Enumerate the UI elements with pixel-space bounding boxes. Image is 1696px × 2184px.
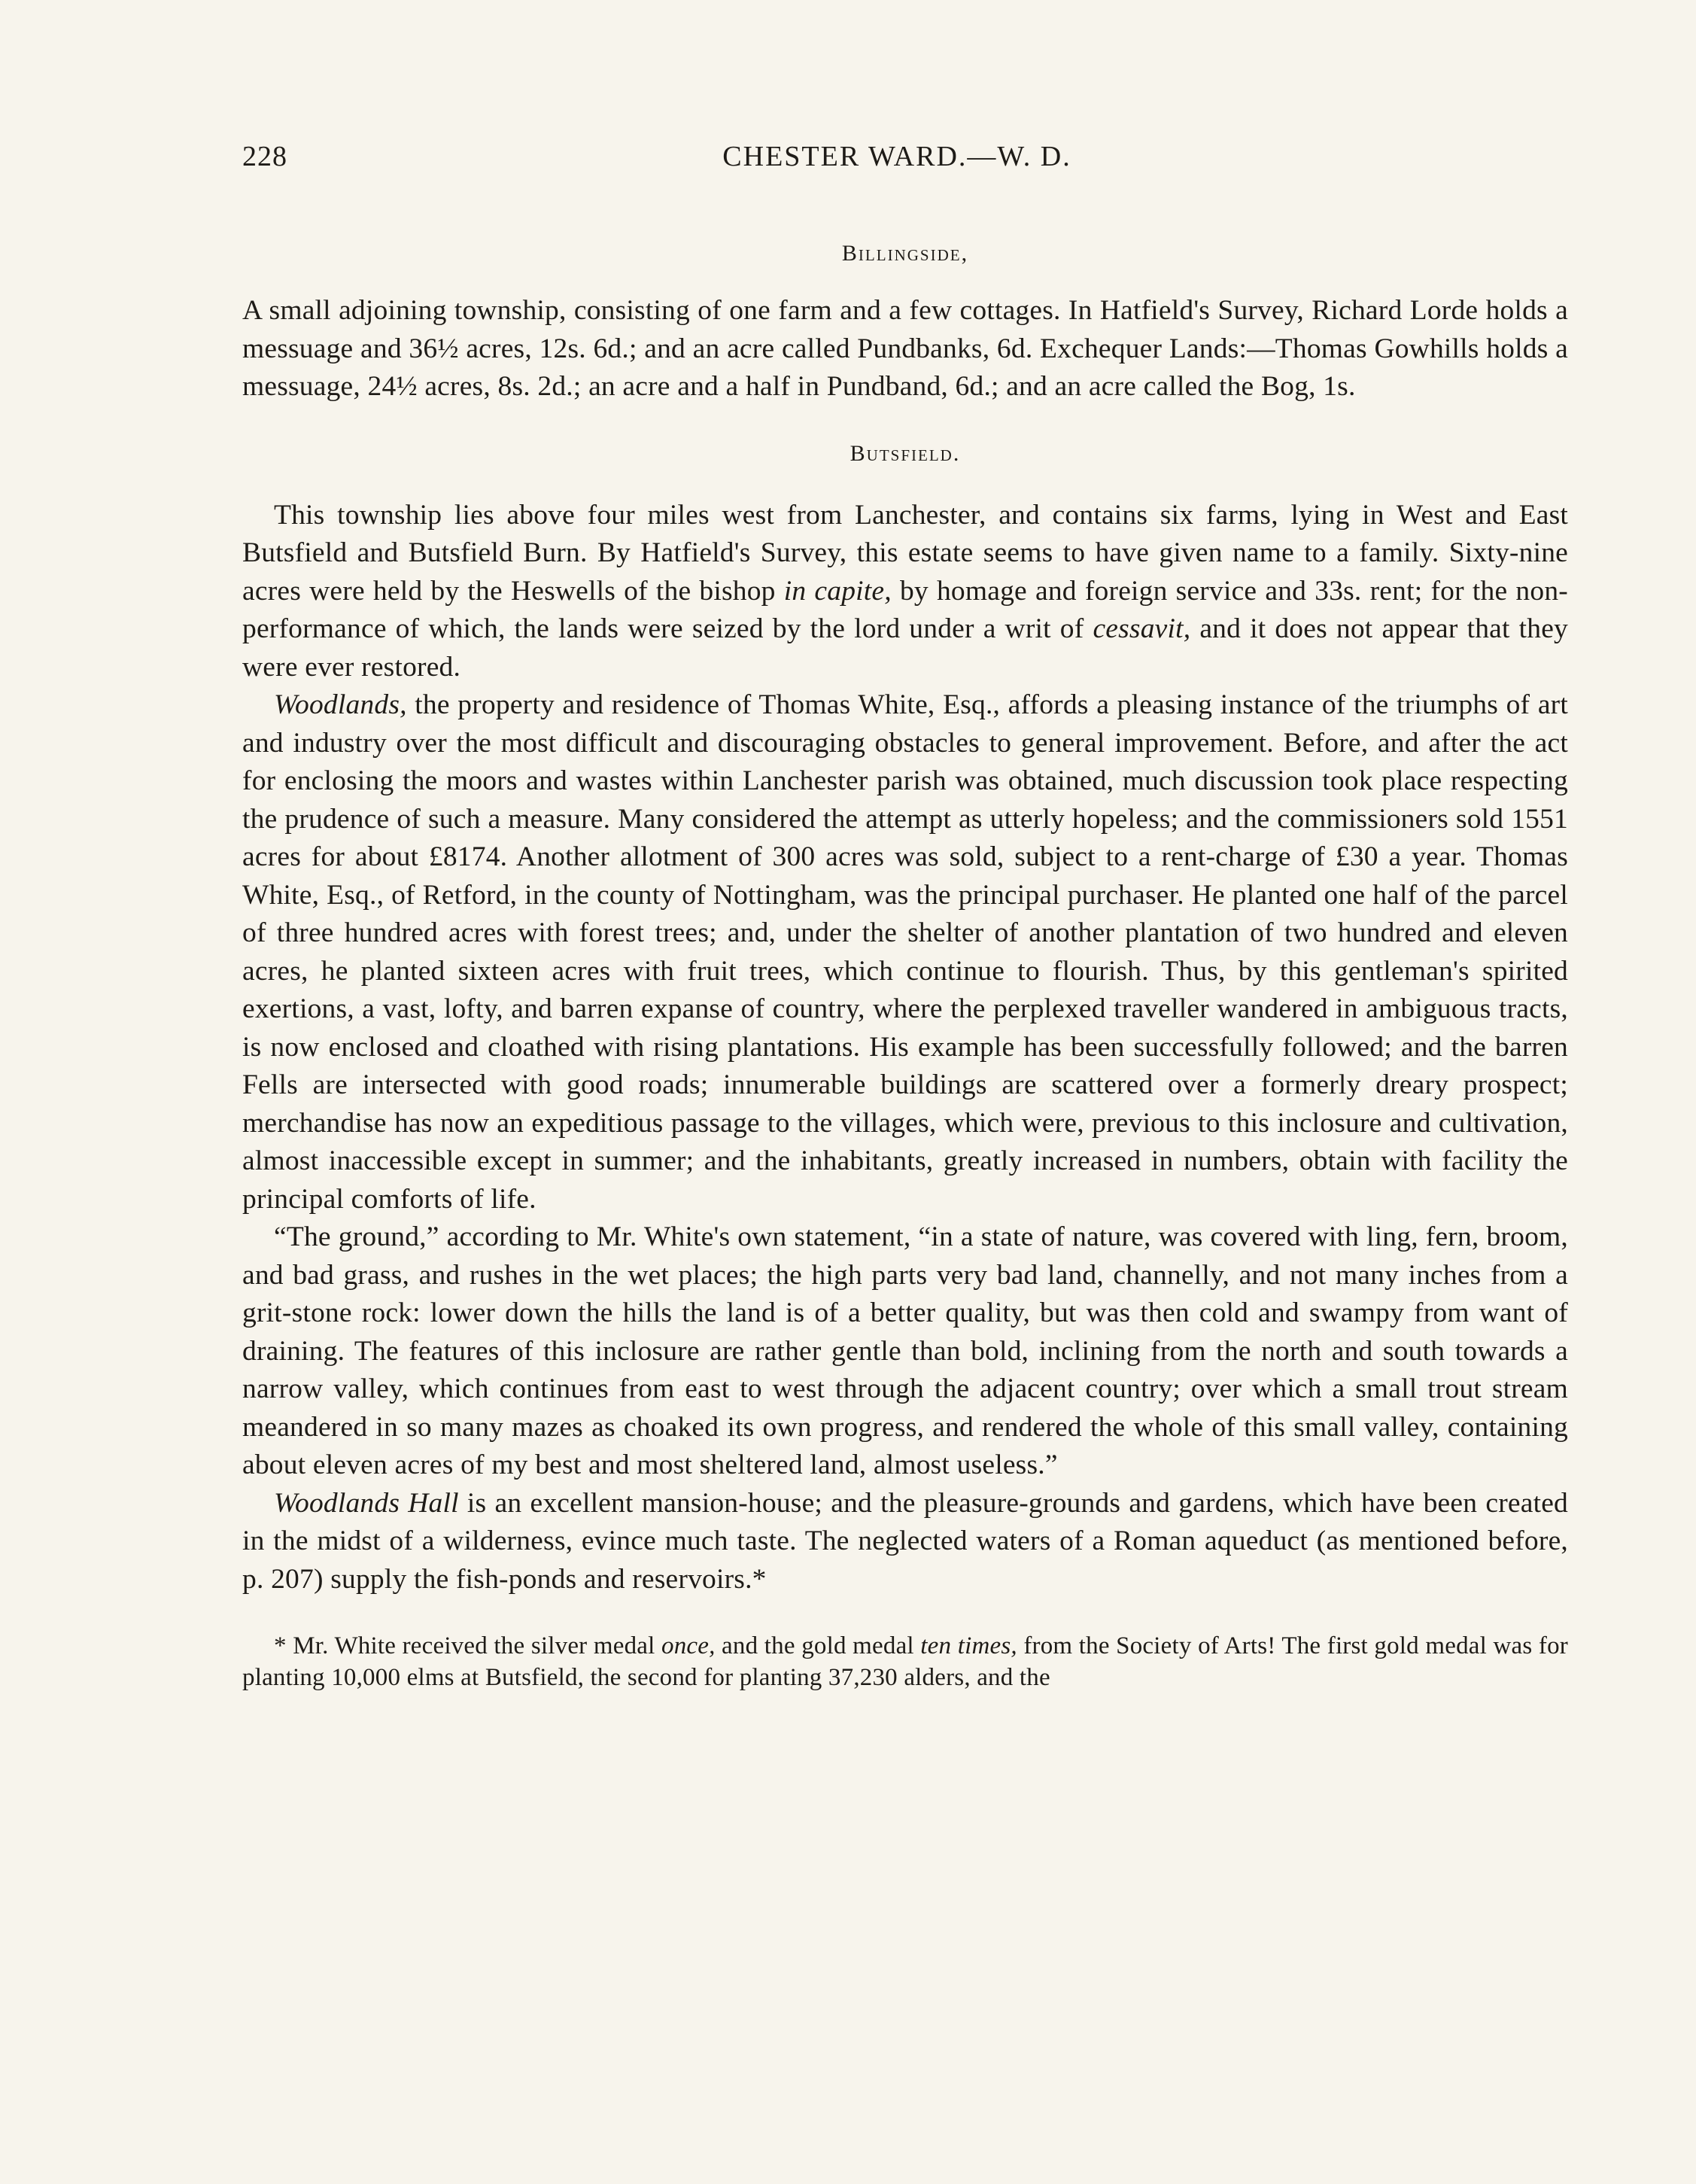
- paragraph-text: is an excellent mansion-house; and the pleasure-grounds and gardens, which have been created in the midst of a wilderness, evince much taste. The neglected waters of a Roman aqueduct (as mentioned before, p. 207) supply the fish-ponds and reservoirs.*: [242, 1487, 1568, 1595]
- paragraph-text: “The ground,” according to Mr. White's own statement, “in a state of nature, was covered with ling, fern, broom, and bad grass, and rushes in the wet places; the high parts very bad land, channelly, and not many inches from a grit-stone rock: lower down the hills the land is of a better quality, but was then cold and swampy from want of draining. The features of this inclosure are rather gentle than bold, inclining from the north and south towards a narrow valley, which continues from east to west through the adjacent country; over which a small trout stream meandered in so many mazes as choaked its own progress, and rendered the whole of this small valley, containing about eleven acres of my best and most sheltered land, almost useless.”: [242, 1221, 1568, 1480]
- page-body: [242, 241, 1568, 1693]
- page-number: 228: [242, 141, 287, 172]
- footnote-text: from the Society of Arts! The first gold medal was for planting 10,000 elms at Butsfield, the second for planting 37,230 alders, and the: [242, 1632, 1569, 1691]
- paragraph-text: This township lies above four miles west from Lanchester, and contains six farms, lying in West and East Butsfield and Butsfield Burn. By Hatfield's Survey, this estate seems to have given name to a family. Sixty-nine acres were held by the Heswells of the bishop: [242, 499, 1568, 607]
- italic-phrase: once,: [661, 1632, 716, 1659]
- italic-phrase: Woodlands,: [274, 689, 407, 720]
- footnote: [242, 1630, 1568, 1693]
- running-head: CHESTER WARD.—W. D.: [722, 141, 1071, 172]
- paragraph-butsfield-intro: [242, 497, 1568, 687]
- section-heading-butsfield: Butsfield.: [850, 440, 961, 466]
- italic-phrase: in capite,: [783, 575, 892, 607]
- paragraph-woodlands: [242, 686, 1568, 1218]
- paragraph-text: and it does not appear that they were ever restored.: [242, 613, 1568, 683]
- paragraph-billingside: A small adjoining township, consisting of one farm and a few cottages. In Hatfield's Survey, Richard Lorde holds a messuage and 36½ acres, 12s. 6d.; and an acre called Pundbanks, 6d. Exchequer Lands:—Thomas Gowhills holds a messuage, 24½ acres, 8s. 2d.; an acre and a half in Pundband, 6d.; and an acre called the Bog, 1s.: [242, 295, 1568, 402]
- paragraph-white-statement: [242, 1218, 1568, 1485]
- italic-phrase: ten times,: [920, 1632, 1017, 1659]
- italic-phrase: Woodlands Hall: [274, 1487, 459, 1519]
- paragraph-text: by homage and foreign service and 33s. rent; for the non-performance of which, the lands were seized by the lord under a writ of: [242, 575, 1568, 644]
- page-header: [242, 140, 1552, 185]
- footnote-text: and the gold medal: [715, 1632, 921, 1659]
- section-heading-billingside: Billingside,: [841, 241, 969, 266]
- footnote-text: * Mr. White received the silver medal: [274, 1632, 661, 1659]
- paragraph-text: the property and residence of Thomas White, Esq., affords a pleasing instance of the triumphs of art and industry over the most difficult and discouraging obstacles to general improvement. Before, and after the act for enclosing the moors and wastes within Lanchester parish was obtained, much discussion took place respecting the prudence of such a measure. Many considered the attempt as utterly hopeless; and the commissioners sold 1551 acres for about £8174. Another allotment of 300 acres was sold, subject to a rent-charge of £30 a year. Thomas White, Esq., of Retford, in the county of Nottingham, was the principal purchaser. He planted one half of the parcel of three hundred acres with forest trees; and, under the shelter of another plantation of two hundred and eleven acres, he planted sixteen acres with fruit trees, which continue to flourish. Thus, by this gentleman's spirited exertions, a vast, lofty, and barren expanse of country, where the perplexed traveller wandered in ambiguous tracts, is now enclosed and cloathed with rising plantations. His example has been successfully followed; and the barren Fells are intersected with good roads; innumerable buildings are scattered over a formerly dreary prospect; merchandise has now an expeditious passage to the villages, which were, previous to this inclosure and cultivation, almost inaccessible except in summer; and the inhabitants, greatly increased in numbers, obtain with facility the principal comforts of life.: [242, 689, 1568, 1215]
- italic-phrase: cessavit,: [1093, 613, 1191, 644]
- paragraph-woodlands-hall: [242, 1485, 1568, 1599]
